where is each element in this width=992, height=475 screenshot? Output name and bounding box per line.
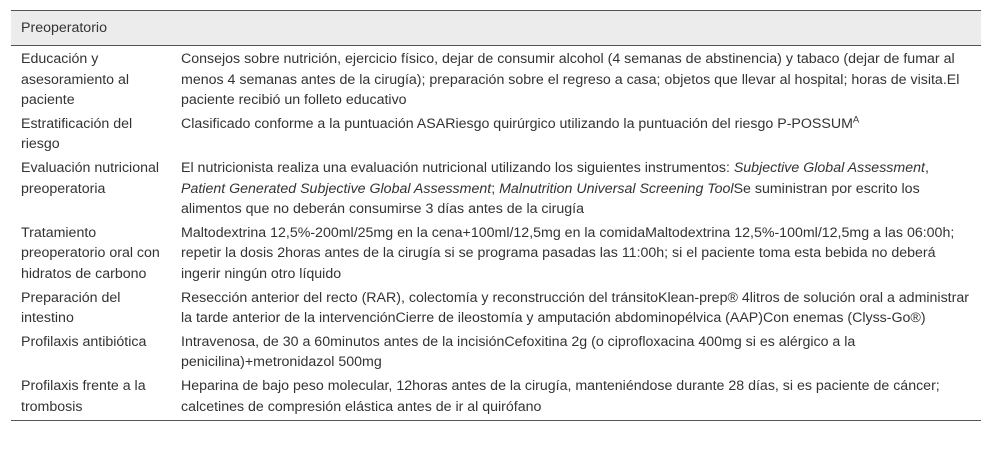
- footnote-marker: A: [852, 114, 860, 126]
- content-text: Resección anterior del recto (RAR), colectomía y reconstrucción del tránsitoKlean-prep® 4litros de solución oral a administrar la tarde anterior de la intervenciónCierre de ileostomía y amputación abdominopélvica (AAP)Con enemas (Clyss-Go®): [181, 289, 969, 327]
- preop-protocol-table: [11, 10, 981, 421]
- table-row: [11, 222, 981, 287]
- table-header: Preoperatorio: [11, 11, 981, 46]
- row-content: [171, 287, 981, 331]
- instrument-name: Patient Generated Subjective Global Assessment: [181, 180, 492, 197]
- content-text: Heparina de bajo peso molecular, 12horas antes de la cirugía, manteniéndose durante 28 días, si es paciente de cáncer; calcetines de compresión elástica antes de ir al quirófano: [181, 377, 940, 415]
- preop-table-container: [11, 10, 981, 421]
- table-row: [11, 157, 981, 222]
- instrument-name: Subjective Global Assessment: [733, 159, 925, 176]
- table-row: [11, 287, 981, 331]
- row-content: [171, 375, 981, 421]
- table-body: [11, 46, 981, 421]
- content-text: ,: [924, 159, 929, 176]
- row-content: [171, 157, 981, 222]
- row-label: Preparación del intestino: [21, 289, 121, 327]
- table-row: [11, 113, 981, 157]
- row-content: [171, 331, 981, 375]
- table-row: [11, 331, 981, 375]
- instrument-name: Malnutrition Universal Screening Tool: [499, 180, 734, 197]
- row-label: Educación y asesoramiento al paciente: [21, 51, 130, 109]
- table-row: [11, 375, 981, 421]
- row-label: Profilaxis antibiótica: [21, 333, 147, 350]
- table-header-row: [11, 11, 981, 46]
- content-text: ;: [491, 180, 500, 197]
- content-text: El nutricionista realiza una evaluación nutricional utilizando los siguientes instrumentos:: [181, 159, 734, 176]
- row-content: [171, 46, 981, 113]
- row-label: Tratamiento preoperatorio oral con hidratos de carbono: [21, 224, 160, 282]
- row-content: [171, 222, 981, 287]
- content-text: Clasificado conforme a la puntuación ASARiesgo quirúrgico utilizando la puntuación del riesgo P-POSSUM: [181, 115, 853, 132]
- content-text: Intravenosa, de 30 a 60minutos antes de la incisiónCefoxitina 2g (o ciprofloxacina 400mg si es alérgico a la penicilina)+metronidazol 500mg: [181, 333, 856, 371]
- row-label: Profilaxis frente a la trombosis: [11, 375, 171, 421]
- content-text: Maltodextrina 12,5%-200ml/25mg en la cena+100ml/12,5mg en la comidaMaltodextrina 12,5%-100ml/12,5mg a las 06:00h; repetir la dosis 2horas antes de la cirugía si se programa pasadas las 11:00h; si el paciente toma esta bebida no deberá ingerir ningún otro líquido: [181, 224, 955, 282]
- table-row: [11, 46, 981, 113]
- row-content: [171, 113, 981, 157]
- content-text: Consejos sobre nutrición, ejercicio físico, dejar de consumir alcohol (4 semanas de abstinencia) y tabaco (dejar de fumar al menos 4 semanas antes de la cirugía); preparación sobre el regreso a casa; objetos que llevar al hospital; horas de visita.El paciente recibió un folleto educativo: [181, 51, 960, 109]
- row-label: Estratificación del riesgo: [21, 115, 133, 153]
- row-label: Evaluación nutricional preoperatoria: [21, 159, 160, 197]
- content-text: Se suministran por escrito los alimentos que no deberán consumirse 3 días antes de la cirugía: [181, 180, 920, 218]
